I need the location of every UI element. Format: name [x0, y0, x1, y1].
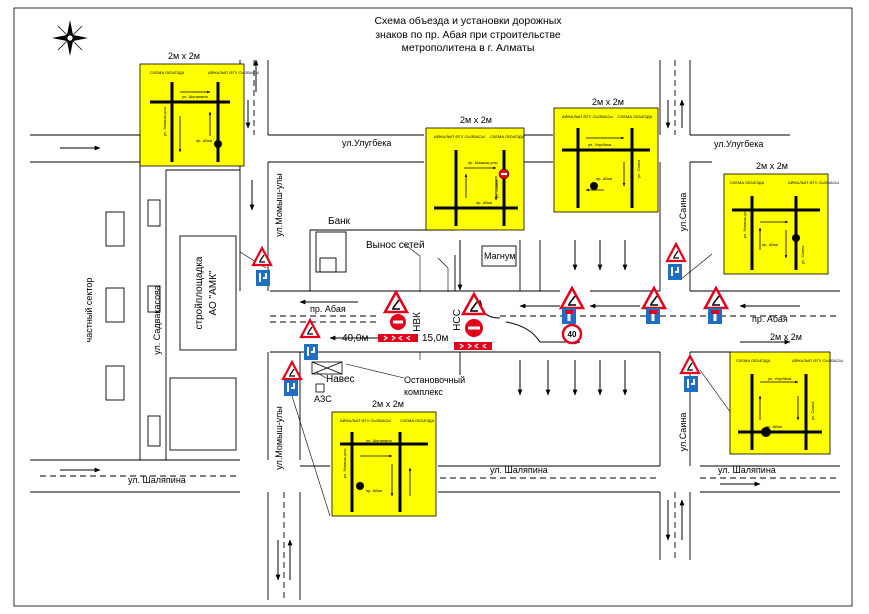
street-label-sadvakasova: ул. Садвакасова — [152, 285, 162, 355]
board-street-label: ул. Момыш-улы — [162, 106, 167, 136]
canopy-label: Навес — [326, 374, 355, 385]
board-street-label: пр. Абая — [762, 242, 778, 247]
detour-board-bottom — [332, 399, 436, 516]
bus-stop-label-2: комплекс — [404, 387, 443, 397]
speed-limit-value: 40 — [567, 330, 577, 339]
construction-label-1: стройплощадка — [194, 256, 205, 330]
roadwork-sign-icon — [283, 362, 301, 379]
board-street-label: ул. Момыш-улы — [742, 208, 747, 238]
street-label-ulugbeka-left: ул.Улугбека — [342, 138, 392, 148]
board-street-label: ул. Улугбека — [588, 142, 612, 147]
detour-board-center — [426, 115, 525, 230]
board-street-label: пр. Абая — [766, 424, 782, 429]
board-heading-right: АЙНАЛЫП ӨТУ СЫЗБАСЫ — [792, 358, 843, 363]
roadwork-sign-icon — [385, 292, 407, 312]
street-label-abaya-right: пр. Абая — [752, 314, 788, 324]
board-heading-left: АЙНАЛЫП ӨТУ СЫЗБАСЫ — [340, 418, 391, 423]
compass-icon — [52, 20, 88, 56]
board-heading-left: СХЕМА ОБЪЕЗДА — [150, 70, 185, 75]
nvk-label: НВК — [412, 312, 423, 332]
board-size-label: 2м х 2м — [460, 115, 492, 125]
street-label-momyshuly-top: ул.Момыш-улы — [274, 173, 284, 237]
board-size-label: 2м х 2м — [372, 399, 404, 409]
gas-station-label: АЗС — [314, 394, 332, 404]
board-heading-left: СХЕМА ОБЪЕЗДА — [730, 180, 765, 185]
bank-label: Банк — [328, 216, 351, 227]
board-size-label: 2м х 2м — [592, 97, 624, 107]
board-street-label: пр. Абая — [596, 176, 612, 181]
leader-lines — [240, 244, 736, 516]
street-label-shalyapina-right: ул. Шаляпина — [718, 465, 776, 475]
construction-label-2: АО "АМК" — [208, 270, 219, 316]
board-street-label: пр. Абая — [366, 488, 382, 493]
board-street-label: ул. Улугбека — [768, 376, 792, 381]
private-sector-label: частный сектор — [84, 277, 94, 343]
map-title — [374, 15, 562, 54]
no-entry-sign-icon — [390, 314, 406, 330]
board-street-label: ул. Шаляпина — [182, 94, 208, 99]
detour-board-right-upper — [724, 161, 839, 274]
board-street-label: пр. Абая — [196, 138, 212, 143]
board-street-label: ул. Саина — [810, 401, 815, 420]
roadwork-sign-icon — [301, 320, 319, 337]
board-size-label: 2м х 2м — [168, 51, 200, 61]
board-heading-left: АЙНАЛЫП ӨТУ СЫЗБАСЫ — [562, 114, 613, 119]
board-street-label: пр. Абая — [476, 200, 492, 205]
detour-board-right-lower — [730, 332, 843, 454]
board-heading-right: СХЕМА ОБЪЕЗДА — [618, 114, 653, 119]
bank-building — [316, 232, 346, 272]
board-street-label: пр. Момыш-улы — [468, 160, 498, 165]
title-line-1: Схема объезда и установки дорожных — [374, 15, 562, 27]
no-entry-sign-icon — [465, 319, 483, 337]
roadwork-sign-icon — [681, 356, 699, 373]
title-line-3: метрополитена в г. Алматы — [401, 42, 535, 54]
speed-limit-sign-icon — [563, 325, 581, 343]
street-label-ulugbeka-right: ул.Улугбека — [714, 139, 764, 149]
detour-board-top-right — [554, 97, 658, 212]
roadwork-sign-icon — [667, 244, 685, 261]
board-heading-right: СХЕМА ОБЪЕЗДА — [400, 418, 435, 423]
board-heading-right: АЙНАЛЫП ӨТУ СЫЗБАСЫ — [788, 180, 839, 185]
board-heading-left: СХЕМА ОБЪЕЗДА — [736, 358, 771, 363]
nss-label: НСС — [452, 309, 463, 331]
street-label-momyshuly-bottom: ул.Момыш-улы — [274, 406, 284, 470]
board-heading-right: СХЕМА ОБЪЕЗДА — [490, 134, 525, 139]
distance-15: 15,0м — [422, 333, 449, 344]
utility-label: Вынос сетей — [366, 240, 425, 251]
roadwork-sign-icon — [463, 294, 485, 314]
detour-board-top-left — [140, 51, 259, 166]
board-size-label: 2м х 2м — [770, 332, 802, 342]
distance-40: 40,0м — [342, 333, 369, 344]
board-street-label: ул. Саина — [636, 159, 641, 178]
board-heading-right: АЙНАЛЫП ӨТУ СЫЗБАСЫ — [208, 70, 259, 75]
street-label-shalyapina-mid: ул. Шаляпина — [490, 465, 548, 475]
title-line-2: знаков по пр. Абая при строительстве — [375, 29, 561, 41]
street-label-saina-top: ул.Саина — [678, 192, 688, 232]
bus-stop-label-1: Остановочный — [404, 375, 466, 385]
board-size-label: 2м х 2м — [756, 161, 788, 171]
board-heading-left: АЙНАЛЫП ӨТУ СЫЗБАСЫ — [434, 134, 485, 139]
street-label-abaya-left: пр. Абая — [310, 304, 346, 314]
board-street-label: ул. Саина — [494, 179, 499, 198]
street-label-saina-bottom: ул.Саина — [678, 412, 688, 452]
street-label-shalyapina-left: ул. Шаляпина — [128, 475, 186, 485]
magnum-label: Магнум — [484, 251, 516, 261]
board-street-label: ул. Момыш-улы — [342, 448, 347, 478]
roadwork-sign-icon — [561, 288, 583, 308]
board-street-label: ул. Саина — [800, 245, 805, 264]
board-street-label: ул. Шаляпина — [366, 438, 392, 443]
